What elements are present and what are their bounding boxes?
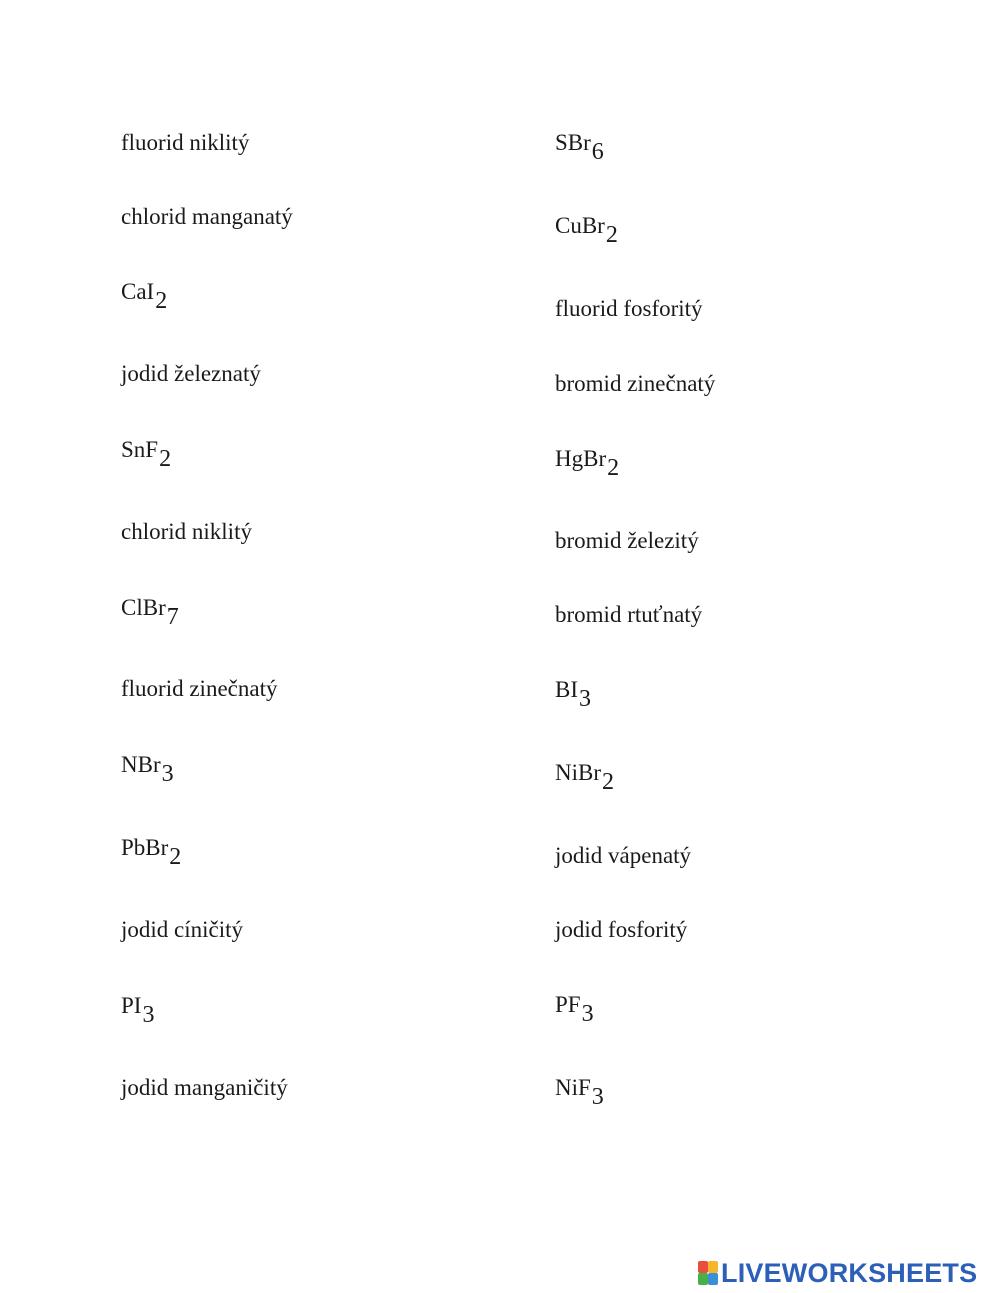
liveworksheets-logo-icon — [698, 1261, 718, 1285]
left-item-10: PbBr2 — [121, 835, 182, 870]
liveworksheets-logo[interactable] — [698, 1258, 977, 1288]
right-item-4: bromid zinečnatý — [555, 371, 716, 396]
right-item-13: NiF3 — [555, 1075, 604, 1110]
right-item-5: HgBr2 — [555, 446, 620, 481]
left-item-2: chlorid manganatý — [121, 204, 293, 229]
right-item-2: CuBr2 — [555, 213, 618, 248]
left-item-9: NBr3 — [121, 752, 174, 787]
left-item-1: fluorid niklitý — [121, 130, 250, 155]
left-item-7: ClBr7 — [121, 595, 179, 630]
left-item-12: PI3 — [121, 993, 155, 1028]
right-item-3: fluorid fosforitý — [555, 296, 703, 321]
left-item-13: jodid manganičitý — [121, 1075, 288, 1100]
right-item-10: jodid vápenatý — [555, 843, 692, 868]
left-item-3: CaI2 — [121, 279, 168, 314]
right-item-12: PF3 — [555, 992, 594, 1027]
right-item-6: bromid železitý — [555, 528, 699, 553]
left-item-5: SnF2 — [121, 437, 172, 472]
logo-text: LIVEWORKSHEETS — [721, 1257, 978, 1288]
right-item-8: BI3 — [555, 677, 591, 712]
right-item-7: bromid rtuťnatý — [555, 602, 703, 627]
left-item-6: chlorid niklitý — [121, 519, 252, 544]
right-item-11: jodid fosforitý — [555, 917, 688, 942]
right-item-9: NiBr2 — [555, 760, 614, 795]
left-item-11: jodid cíničitý — [121, 917, 244, 942]
left-item-8: fluorid zinečnatý — [121, 676, 278, 701]
right-item-1: SBr6 — [555, 130, 604, 165]
left-item-4: jodid železnatý — [121, 361, 261, 386]
